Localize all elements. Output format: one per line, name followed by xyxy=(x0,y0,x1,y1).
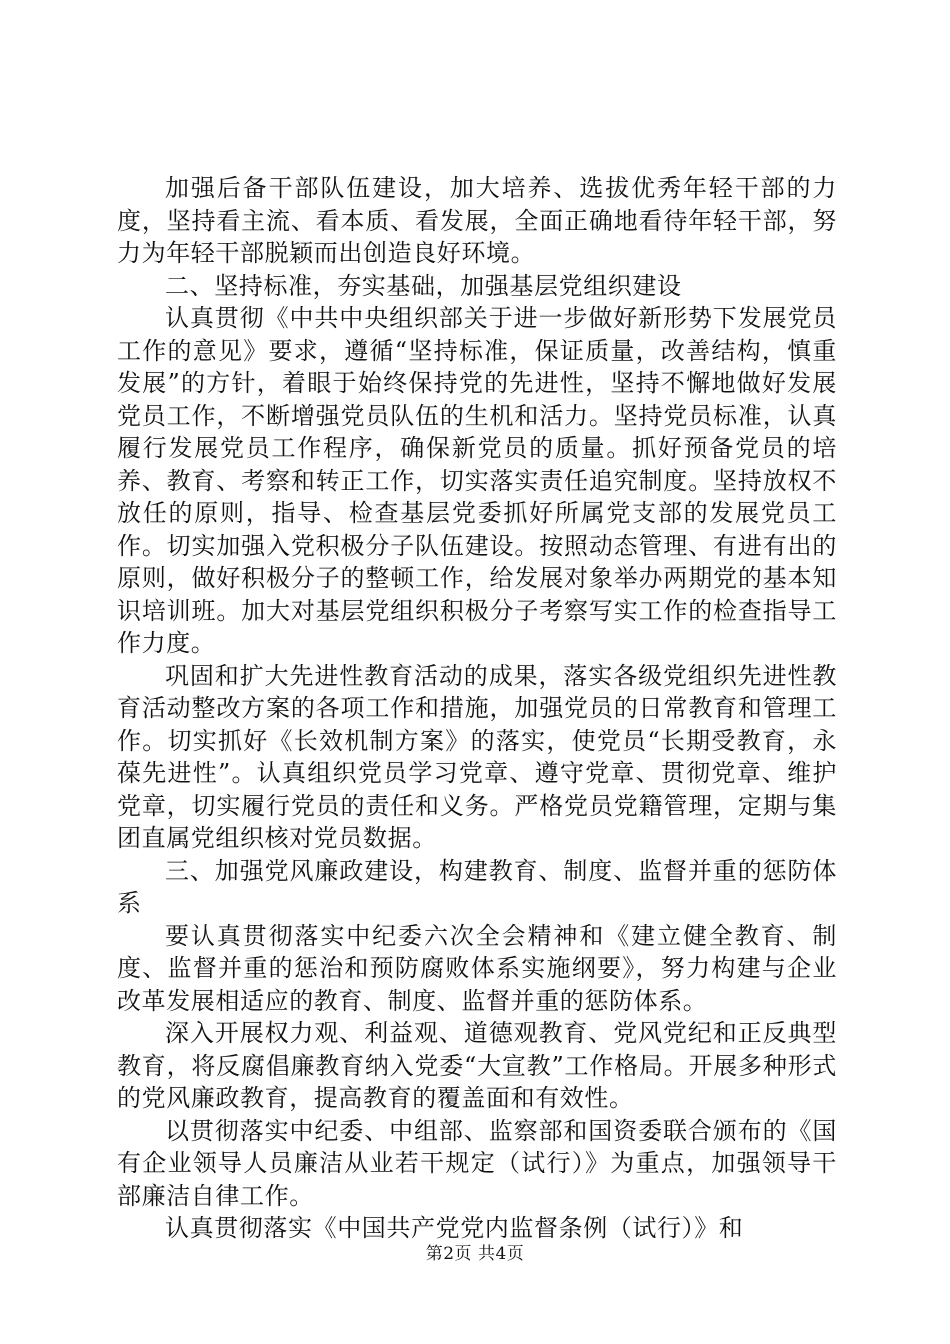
paragraph-party-member-development: 认真贯彻《中共中央组织部关于进一步做好新形势下发展党员工作的意见》要求，遵循“坚持标准，保证质量，改善结构，慎重发展”的方针，着眼于始终保持党的先进性，坚持不懈地做好发展党员工作，不断增强党员队伍的生机和活力。坚持党员标准，认真履行发展党员工作程序，确保新党员的质量。抓好预备党员的培养、教育、考察和转正工作，切实落实责任追究制度。坚持放权不放任的原则，指导、检查基层党委抓好所属党支部的发展党员工作。切实加强入党积极分子队伍建设。按照动态管理、有进有出的原则，做好积极分子的整顿工作，给发展对象举办两期党的基本知识培训班。加大对基层党组织积极分子考察写实工作的检查指导工作力度。 xyxy=(117,304,837,657)
section-heading-3: 三、加强党风廉政建设，构建教育、制度、监督并重的惩防体系 xyxy=(117,856,837,917)
paragraph-reserve-cadres: 加强后备干部队伍建设，加大培养、选拔优秀年轻干部的力度，坚持看主流、看本质、看发展，全面正确地看待年轻干部，努力为年轻干部脱颖而出创造良好环境。 xyxy=(117,174,837,267)
document-body xyxy=(117,172,837,1245)
section-heading-2: 二、坚持标准，夯实基础，加强基层党组织建设 xyxy=(165,271,682,300)
paragraph-leader-integrity: 以贯彻落实中纪委、中组部、监察部和国资委联合颁布的《国有企业领导人员廉洁从业若干规定（试行）》为重点，加强领导干部廉洁自律工作。 xyxy=(117,1116,837,1210)
paragraph-advanced-education: 巩固和扩大先进性教育活动的成果，落实各级党组织先进性教育活动整改方案的各项工作和措施，加强党员的日常教育和管理工作。切实抓好《长效机制方案》的落实，使党员“长期受教育，永葆先进性”。认真组织党员学习党章、遵守党章、贯彻党章、维护党章，切实履行党员的责任和义务。严格党员党籍管理，定期与集团直属党组织核对党员数据。 xyxy=(117,661,837,852)
paragraph-anti-corruption-system: 要认真贯彻落实中纪委六次全会精神和《建立健全教育、制度、监督并重的惩治和预防腐败体系实施纲要》，努力构建与企业改革发展相适应的教育、制度、监督并重的惩防体系。 xyxy=(117,921,837,1015)
paragraph-supervision-regulation: 认真贯彻落实《中国共产党党内监督条例（试行）》和 xyxy=(165,1214,744,1242)
page-number-footer: 第2页 共4页 xyxy=(425,1244,525,1264)
paragraph-integrity-education: 深入开展权力观、利益观、道德观教育、党风党纪和正反典型教育，将反腐倡廉教育纳入党委“大宣教”工作格局。开展多种形式的党风廉政教育，提高教育的覆盖面和有效性。 xyxy=(117,1019,837,1112)
